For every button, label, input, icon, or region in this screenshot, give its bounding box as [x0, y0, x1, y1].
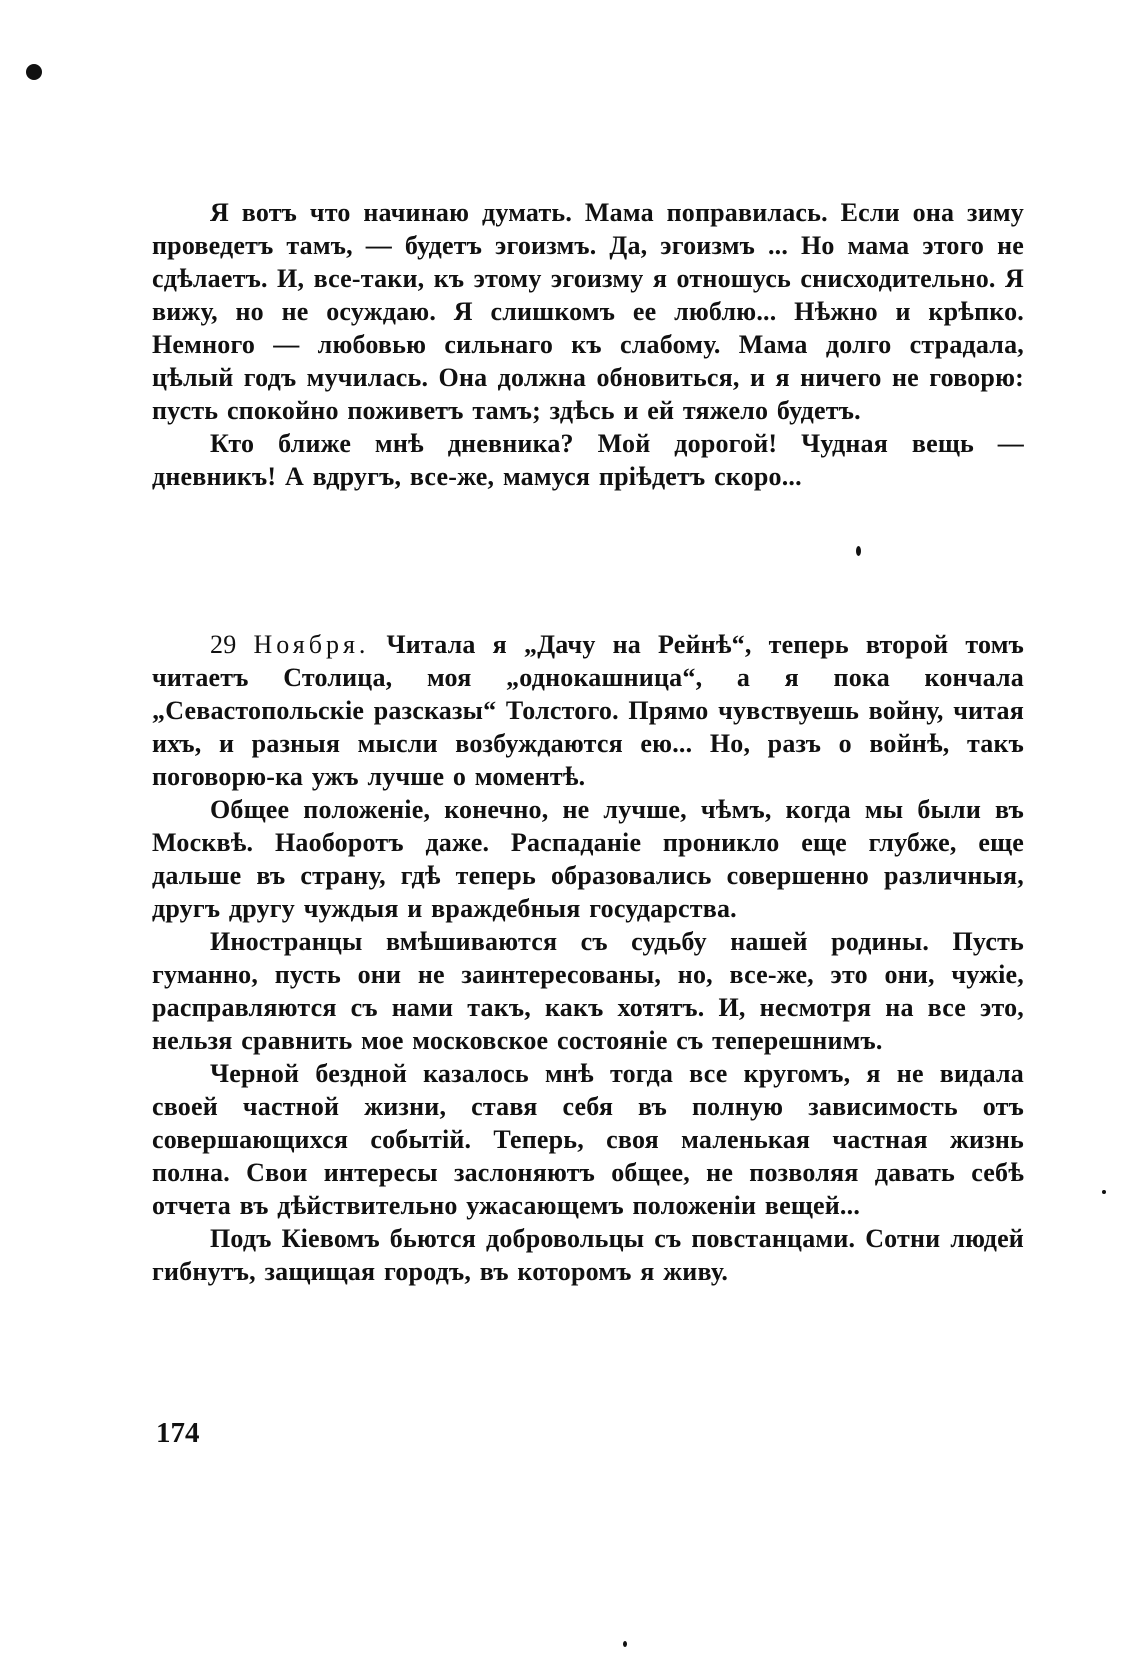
- paragraph: Черной бездной казалось мнѣ тогда все кругомъ, я не видала своей частной жизни, ставя себя въ полную зависимость отъ совершающихся событiй. Теперь, своя маленькая частная жизнь полна. Свои интересы заслоняютъ общее, не позволяя давать себѣ отчета въ дѣйствительно ужасающемъ положенiи вещей...: [152, 1059, 1024, 1220]
- paragraph: Подъ Кiевомъ бьются добровольцы съ повстанцами. Сотни людей гибнутъ, защищая городъ, въ которомъ я живу.: [152, 1224, 1024, 1286]
- diary-entry-continued: [152, 196, 1024, 493]
- ink-blot: [26, 64, 42, 80]
- ink-speck: [623, 1641, 627, 1647]
- paragraph: Общее положенiе, конечно, не лучше, чѣмъ, когда мы были въ Москвѣ. Наоборотъ даже. Распаданiе проникло еще глубже, еще дальше въ страну, гдѣ теперь образовались совершенно различныя, другъ другу чуждыя и враждебныя государства.: [152, 795, 1024, 923]
- ink-speck: [1102, 1190, 1106, 1194]
- ink-speck: [856, 546, 861, 556]
- paragraph: Иностранцы вмѣшиваются съ судьбу нашей родины. Пусть гуманно, пусть они не заинтересованы, но, все-же, это они, чужiе, расправляются съ нами такъ, какъ хотятъ. И, несмотря на все это, нельзя сравнить мое московское состоянiе съ теперешнимъ.: [152, 927, 1024, 1055]
- diary-entry-november-29: [152, 628, 1024, 1288]
- page-number: 174: [156, 1417, 200, 1449]
- entry-date-day: 29: [210, 630, 237, 659]
- entry-first-paragraph-text: Читала я „Дачу на Рейнѣ“, теперь второй томъ читаетъ Столица, моя „однокашница“, а я пока кончала „Севастопольскiе разсказы“ Толстого. Прямо чувствуешь войну, читая ихъ, и разныя мысли возбуждаются ею... Но, разъ о войнѣ, такъ поговорю-ка ужъ лучше о моментѣ.: [152, 630, 1025, 791]
- entry-date-month: Ноября.: [253, 630, 370, 659]
- entry-first-paragraph: [152, 628, 1024, 793]
- paragraph: Кто ближе мнѣ дневника? Мой дорогой! Чудная вещь — дневникъ! А вдругъ, все-же, мамуся прiѣдетъ скоро...: [152, 429, 1024, 491]
- paragraph: Я вотъ что начинаю думать. Мама поправилась. Если она зиму проведетъ тамъ, — будетъ эгоизмъ. Да, эгоизмъ ... Но мама этого не сдѣлаетъ. И, все-таки, къ этому эгоизму я отношусь снисходительно. Я вижу, но не осуждаю. Я слишкомъ ее люблю... Нѣжно и крѣпко. Немного — любовью сильнаго къ слабому. Мама долго страдала, цѣлый годъ мучилась. Она должна обновиться, и я ничего не говорю: пусть спокойно поживетъ тамъ; здѣсь и ей тяжело будетъ.: [152, 198, 1024, 425]
